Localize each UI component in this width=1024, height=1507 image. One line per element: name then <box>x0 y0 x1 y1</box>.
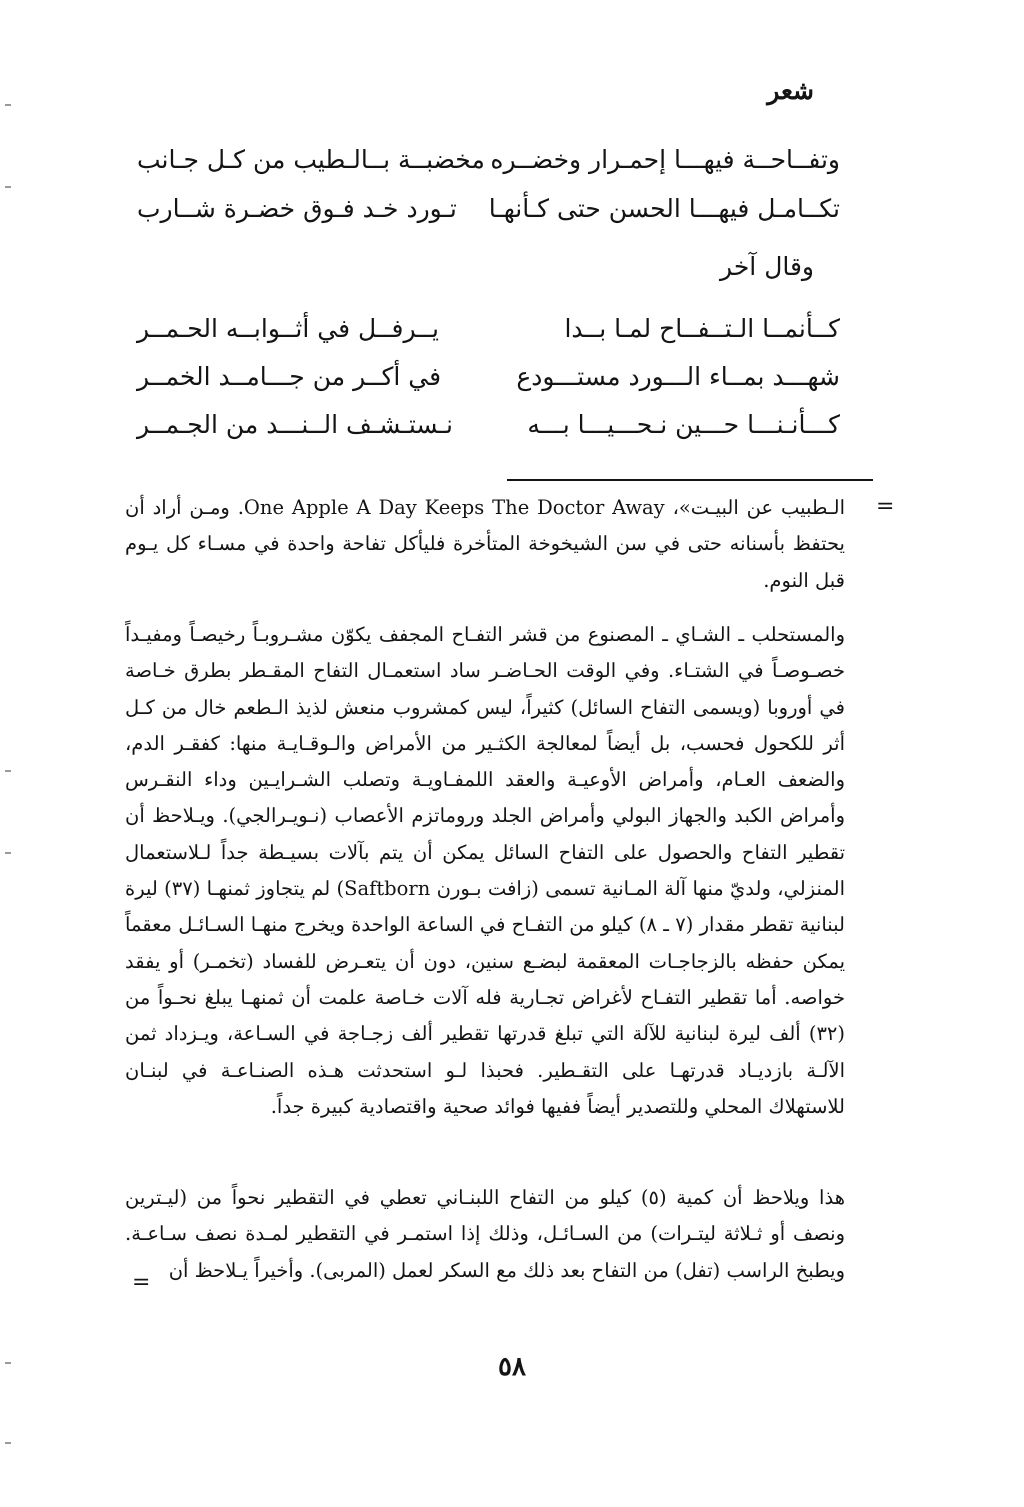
poetry-heading: شعر <box>767 76 814 105</box>
verse-first-hemistich: شهـــد بمــاء الـــورد مستـــودع <box>516 362 840 391</box>
verse-first-hemistich: تكــامـل فيهـــا الحسن حتى كـأنهـا <box>488 194 840 223</box>
verse-first-hemistich: كــأنمــا الـتــفــاح لمـا بــدا <box>564 314 840 343</box>
footnote-continues-mark: = <box>132 1270 151 1295</box>
scan-margin-mark <box>5 104 11 106</box>
footnote-paragraph: الـطبيب عن البيـت»، One Apple A Day Keeps The Doctor Away. ومـن أراد أن يحتفظ بأسنانه حتى في سن الشيخوخة المتأخرة فليأكل تفاحة واحدة في مسـاء كل يـوم قبل النوم. <box>125 496 845 592</box>
verse-line <box>125 362 840 402</box>
scan-margin-mark <box>5 852 11 854</box>
verse-first-hemistich: كـــأنـنـــا حـــين نـحـــيـــا بـــه <box>527 410 840 439</box>
footnote-separator <box>507 479 873 481</box>
verse-second-hemistich: في أكــر من جـــامــد الخمــر <box>137 362 442 391</box>
verse-line <box>125 410 840 450</box>
verse-second-hemistich: مخضبــة بــالـطيب من كـل جـانب <box>137 145 485 174</box>
verse-second-hemistich: نـستـشـف الــنـــد من الجـمــر <box>137 410 453 439</box>
verse-line <box>125 314 840 354</box>
scan-margin-mark <box>5 770 11 772</box>
verse-second-hemistich: يــرفــل في أثــوابــه الحـمــر <box>137 314 439 343</box>
scan-margin-mark <box>5 1362 11 1364</box>
poem-two-intro: وقال آخر <box>720 252 814 281</box>
footnote-continuation-mark: = <box>876 494 895 519</box>
verse-first-hemistich: وتفــاحــة فيهـــا إحمـرار وخضــره <box>490 145 840 174</box>
page-number: ٥٨ <box>498 1352 526 1382</box>
footnote-paragraph: هذا ويلاحظ أن كمية (٥) كيلو من التفاح اللبنـاني تعطي في التقطير نحواً من (ليـترين ونصف أو ثـلاثة ليتـرات) من السـائـل، وذلك إذا استمـر في التقطير لمـدة نصف سـاعـة. ويطبخ الراسب (تفل) من التفاح بعد ذلك مع السكر لعمل (المربى). وأخيراً يـلاحظ أن <box>125 1186 845 1282</box>
verse-line <box>125 194 840 234</box>
verse-line <box>125 145 840 185</box>
verse-second-hemistich: تـورد خـد فـوق خضـرة شــارب <box>137 194 457 223</box>
scan-margin-mark <box>5 186 11 188</box>
scan-margin-mark <box>5 1442 11 1444</box>
footnote-paragraph: والمستحلب ـ الشـاي ـ المصنوع من قشر التفـاح المجفف يكوّن مشـروبـاً رخيصـاً ومفيـداً خصـوصـاً في الشتـاء. وفي الوقت الحـاضـر ساد استعمـال التفاح المقـطر بطرق خـاصة في أوروبا (ويسمى التفاح السائل) كثيراً، ليس كمشروب منعش لذيذ الـطعم خال من كـل أثر للكحول فحسب، بل أيضاً لمعالجة الكثـير من الأمراض والـوقـايـة منها: كفقـر الدم، والضعف العـام، وأمراض الأوعيـة والعقد اللمفـاويـة وتصلب الشـرايـين وداء النقـرس وأمراض الكبد والجهاز البولي وأمراض الجلد وروماتزم الأعصاب (نـويـرالجي). ويـلاحظ أن تقطير التفاح والحصول على التفاح السائل يمكن أن يتم بآلات بسيـطة جداً لـلاستعمال المنزلي، ولديّ منها آلة المـانية تسمى (زافت بـورن Saftborn) لم يتجاوز ثمنهـا (٣٧) ليرة لبنانية تقطر مقدار (٧ ـ ٨) كيلو من التفـاح في الساعة الواحدة ويخرج منهـا السـائـل معقماً يمكن حفظه بالزجاجـات المعقمة لبضـع سنين، دون أن يتعـرض للفساد (تخمـر) أو يفقد خواصه. أما تقطير التفـاح لأغراض تجـارية فله آلات خـاصة علمت أن ثمنهـا يبلغ نحـواً من (٣٢) ألف ليرة لبنانية للآلة التي تبلغ قدرتها تقطير ألف زجـاجة في السـاعة، ويـزداد ثمن الآلـة بازديـاد قدرتهـا على التقـطير. فحبذا لـو استحدثت هـذه الصنـاعـة في لبنـان للاستهلاك المحلي وللتصدير أيضاً ففيها فوائد صحية واقتصادية كبيرة جداً. <box>125 623 846 1118</box>
